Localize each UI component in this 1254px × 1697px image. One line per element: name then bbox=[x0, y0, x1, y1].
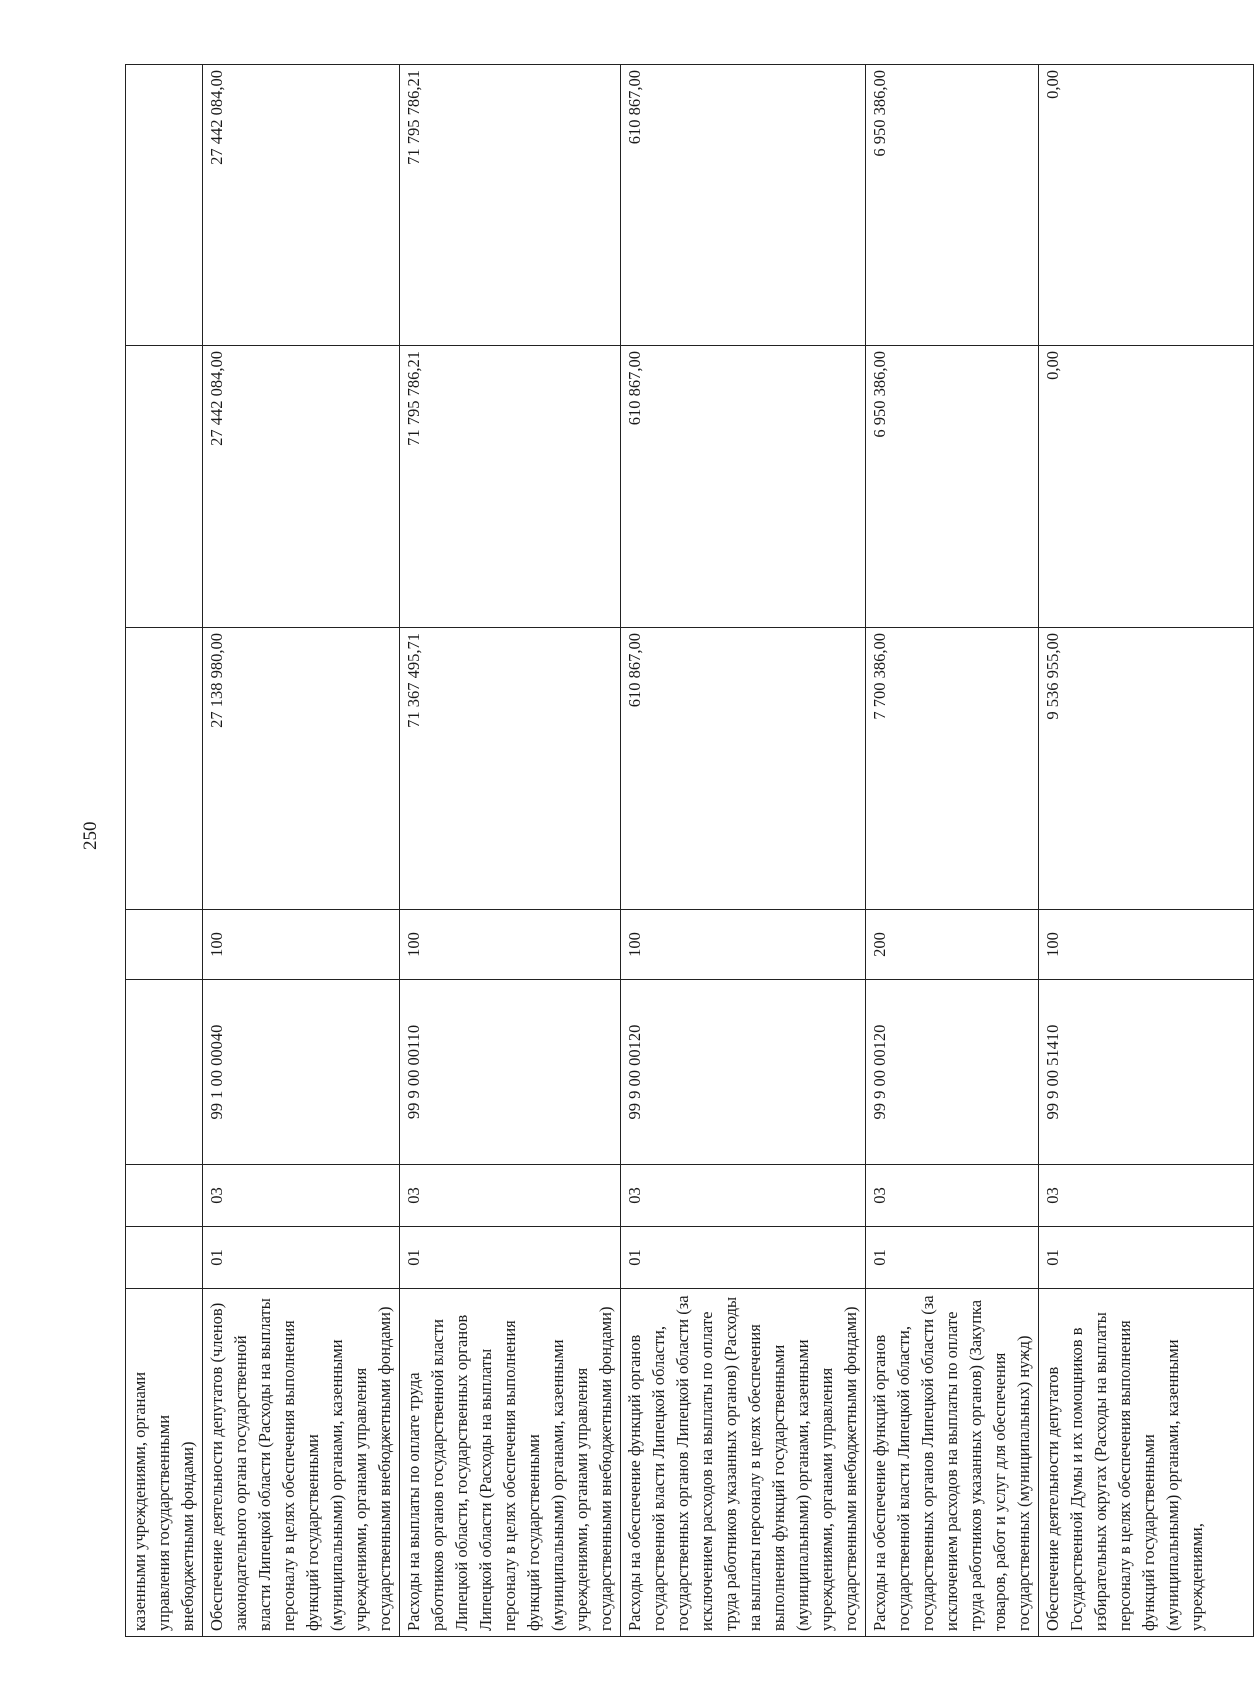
target-article-code: 99 9 00 00120 bbox=[866, 980, 1039, 1165]
expense-type-code: 100 bbox=[203, 910, 400, 980]
target-article-code: 99 9 00 00110 bbox=[400, 980, 621, 1165]
row-description: Расходы на обеспечение функций органов государственной власти Липецкой области, государственных органов Липецкой области (за исключением расходов на выплаты по оплате труда работников указанных органов) (Расходы на выплаты персоналу в целях обеспечения выполнения функций государственными (муниципальными) органами, казенными учреждениями, органами управления государственными внебюджетными фондами) bbox=[621, 1289, 866, 1637]
amount-1: 71 367 495,71 bbox=[400, 628, 621, 910]
row-description: Обеспечение деятельности депутатов Государственной Думы и их помощников в избирательных округах (Расходы на выплаты персоналу в целях обеспечения выполнения функций государственными (муниципальными) органами, казенными учреждениями, bbox=[1039, 1289, 1254, 1637]
amount-1: 610 867,00 bbox=[621, 628, 866, 910]
amount-2: 71 795 786,21 bbox=[400, 346, 621, 628]
target-article-code: 99 9 00 51410 bbox=[1039, 980, 1254, 1165]
section-code bbox=[126, 1227, 203, 1289]
table-row bbox=[203, 65, 400, 1637]
table-row bbox=[126, 65, 203, 1637]
amount-3: 610 867,00 bbox=[621, 65, 866, 346]
expense-type-code: 200 bbox=[866, 910, 1039, 980]
subsection-code: 03 bbox=[400, 1165, 621, 1227]
amount-3: 6 950 386,00 bbox=[866, 65, 1039, 346]
amount-3: 71 795 786,21 bbox=[400, 65, 621, 346]
target-article-code: 99 1 00 00040 bbox=[203, 980, 400, 1165]
row-description: Обеспечение деятельности депутатов (членов) законодательного органа государственной власти Липецкой области (Расходы на выплаты персоналу в целях обеспечения выполнения функций государственными (муниципальными) органами, казенными учреждениями, органами управления государственными внебюджетными фондами) bbox=[203, 1289, 400, 1637]
row-description: Расходы на выплаты по оплате труда работников органов государственной власти Липецкой области, государственных органов Липецкой области (Расходы на выплаты персоналу в целях обеспечения выполнения функций государственными (муниципальными) органами, казенными учреждениями, органами управления государственными внебюджетными фондами) bbox=[400, 1289, 621, 1637]
target-article-code: 99 9 00 00120 bbox=[621, 980, 866, 1165]
subsection-code: 03 bbox=[866, 1165, 1039, 1227]
amount-3: 0,00 bbox=[1039, 65, 1254, 346]
expense-type-code: 100 bbox=[1039, 910, 1254, 980]
expense-type-code: 100 bbox=[400, 910, 621, 980]
subsection-code: 03 bbox=[1039, 1165, 1254, 1227]
subsection-code: 03 bbox=[621, 1165, 866, 1227]
table-row bbox=[621, 65, 866, 1637]
amount-1: 9 536 955,00 bbox=[1039, 628, 1254, 910]
table-row bbox=[866, 65, 1039, 1637]
row-description: Расходы на обеспечение функций органов государственной власти Липецкой области, государственных органов Липецкой области (за исключением расходов на выплаты по оплате труда работников указанных органов) (Закупка товаров, работ и услуг для обеспечения государственных (муниципальных) нужд) bbox=[866, 1289, 1039, 1637]
amount-2: 610 867,00 bbox=[621, 346, 866, 628]
amount-1: 27 138 980,00 bbox=[203, 628, 400, 910]
expense-type-code: 100 bbox=[621, 910, 866, 980]
section-code: 01 bbox=[400, 1227, 621, 1289]
amount-2: 6 950 386,00 bbox=[866, 346, 1039, 628]
subsection-code: 03 bbox=[203, 1165, 400, 1227]
amount-1 bbox=[126, 628, 203, 910]
amount-2: 0,00 bbox=[1039, 346, 1254, 628]
amount-3 bbox=[126, 65, 203, 346]
section-code: 01 bbox=[203, 1227, 400, 1289]
table-row bbox=[1039, 65, 1254, 1637]
subsection-code bbox=[126, 1165, 203, 1227]
amount-1: 7 700 386,00 bbox=[866, 628, 1039, 910]
section-code: 01 bbox=[866, 1227, 1039, 1289]
target-article-code bbox=[126, 980, 203, 1165]
section-code: 01 bbox=[1039, 1227, 1254, 1289]
rotated-table-container bbox=[125, 65, 1206, 1637]
amount-2 bbox=[126, 346, 203, 628]
page-number: 250 bbox=[80, 821, 101, 850]
amount-2: 27 442 084,00 bbox=[203, 346, 400, 628]
section-code: 01 bbox=[621, 1227, 866, 1289]
row-description: казенными учреждениями, органами управления государственными внебюджетными фондами) bbox=[126, 1289, 203, 1637]
expense-type-code bbox=[126, 910, 203, 980]
amount-3: 27 442 084,00 bbox=[203, 65, 400, 346]
budget-table bbox=[125, 64, 1254, 1637]
table-row bbox=[400, 65, 621, 1637]
